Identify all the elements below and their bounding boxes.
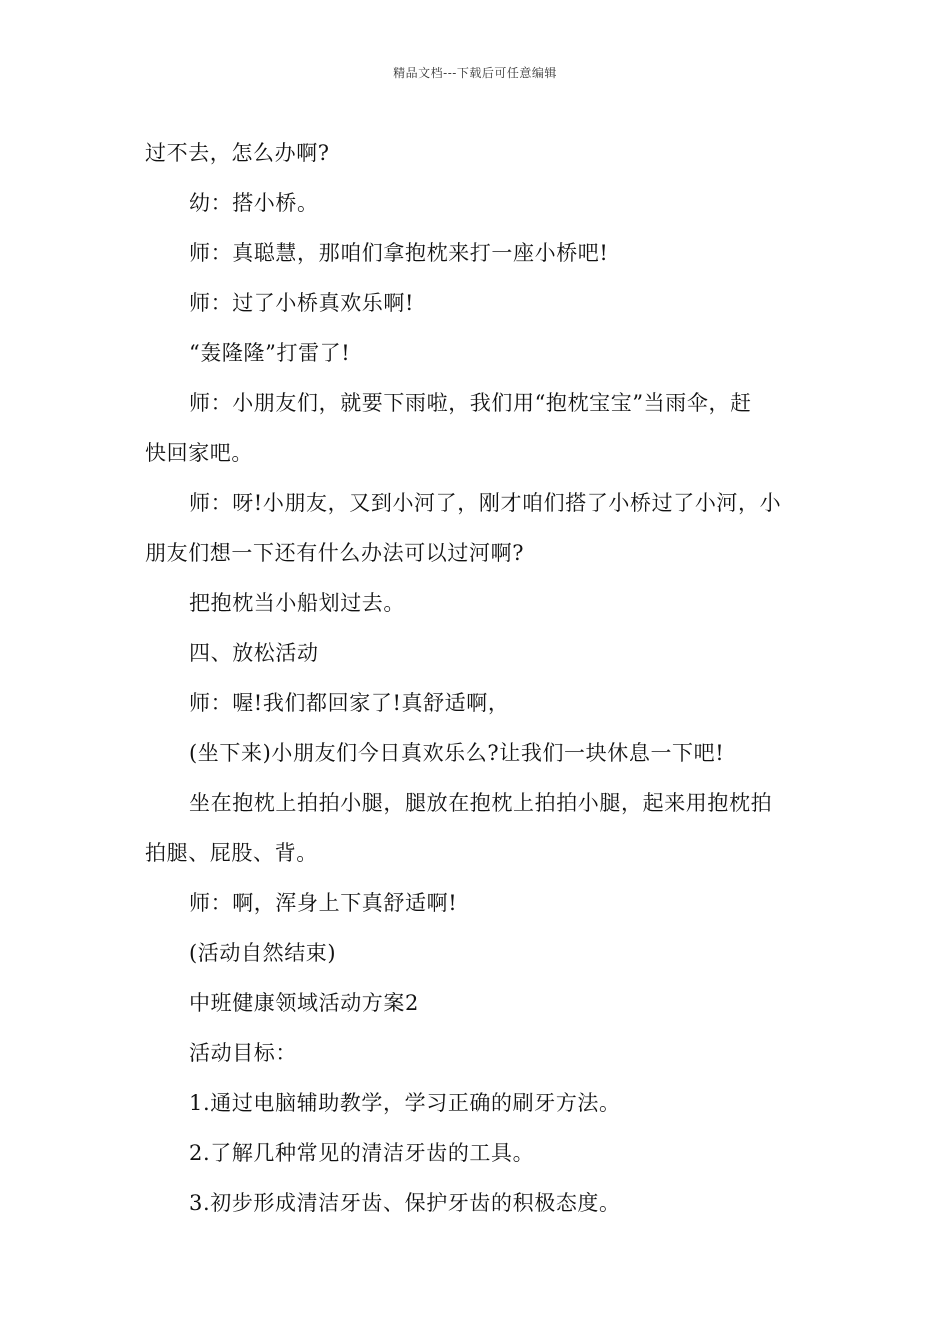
paragraph-line: “轰隆隆”打雷了! [189,341,351,365]
paragraph-line: (坐下来)小朋友们今日真欢乐么?让我们一块休息一下吧! [189,741,725,765]
paragraph-line: 拍腿、屁股、背。 [145,841,318,865]
paragraph-line: 坐在抱枕上拍拍小腿，腿放在抱枕上拍拍小腿，起来用抱枕拍 [189,791,773,815]
paragraph-line: 快回家吧。 [145,441,253,465]
paragraph-line: 师：呀!小朋友，又到小河了，刚才咱们搭了小桥过了小河，小 [189,491,782,515]
document-body [145,128,810,1228]
paragraph-line: 师：小朋友们，就要下雨啦，我们用“抱枕宝宝”当雨伞，赶 [189,391,752,415]
paragraph-line: 过不去，怎么办啊? [145,141,330,165]
paragraph-line: 把抱枕当小船划过去。 [189,591,405,615]
page-header: 精品文档---下载后可任意编辑 [393,66,557,80]
paragraph-line: 幼：搭小桥。 [189,191,319,215]
goal-item: 2.了解几种常见的清洁牙齿的工具。 [189,1141,535,1165]
goals-heading: 活动目标： [189,1041,297,1065]
goal-item: 1.通过电脑辅助教学，学习正确的刷牙方法。 [189,1091,621,1115]
paragraph-line: 师：真聪慧，那咱们拿抱枕来打一座小桥吧! [189,241,609,265]
section-heading: 四、放松活动 [189,641,319,665]
paragraph-line: 朋友们想一下还有什么办法可以过河啊? [145,541,525,565]
plan-title: 中班健康领域活动方案2 [189,991,419,1015]
paragraph-line: 师：喔!我们都回家了!真舒适啊， [189,691,510,715]
paragraph-line: 师：过了小桥真欢乐啊! [189,291,415,315]
paragraph-line: (活动自然结束) [189,941,337,965]
goal-item: 3.初步形成清洁牙齿、保护牙齿的积极态度。 [189,1191,621,1215]
paragraph-line: 师：啊，浑身上下真舒适啊! [189,891,458,915]
